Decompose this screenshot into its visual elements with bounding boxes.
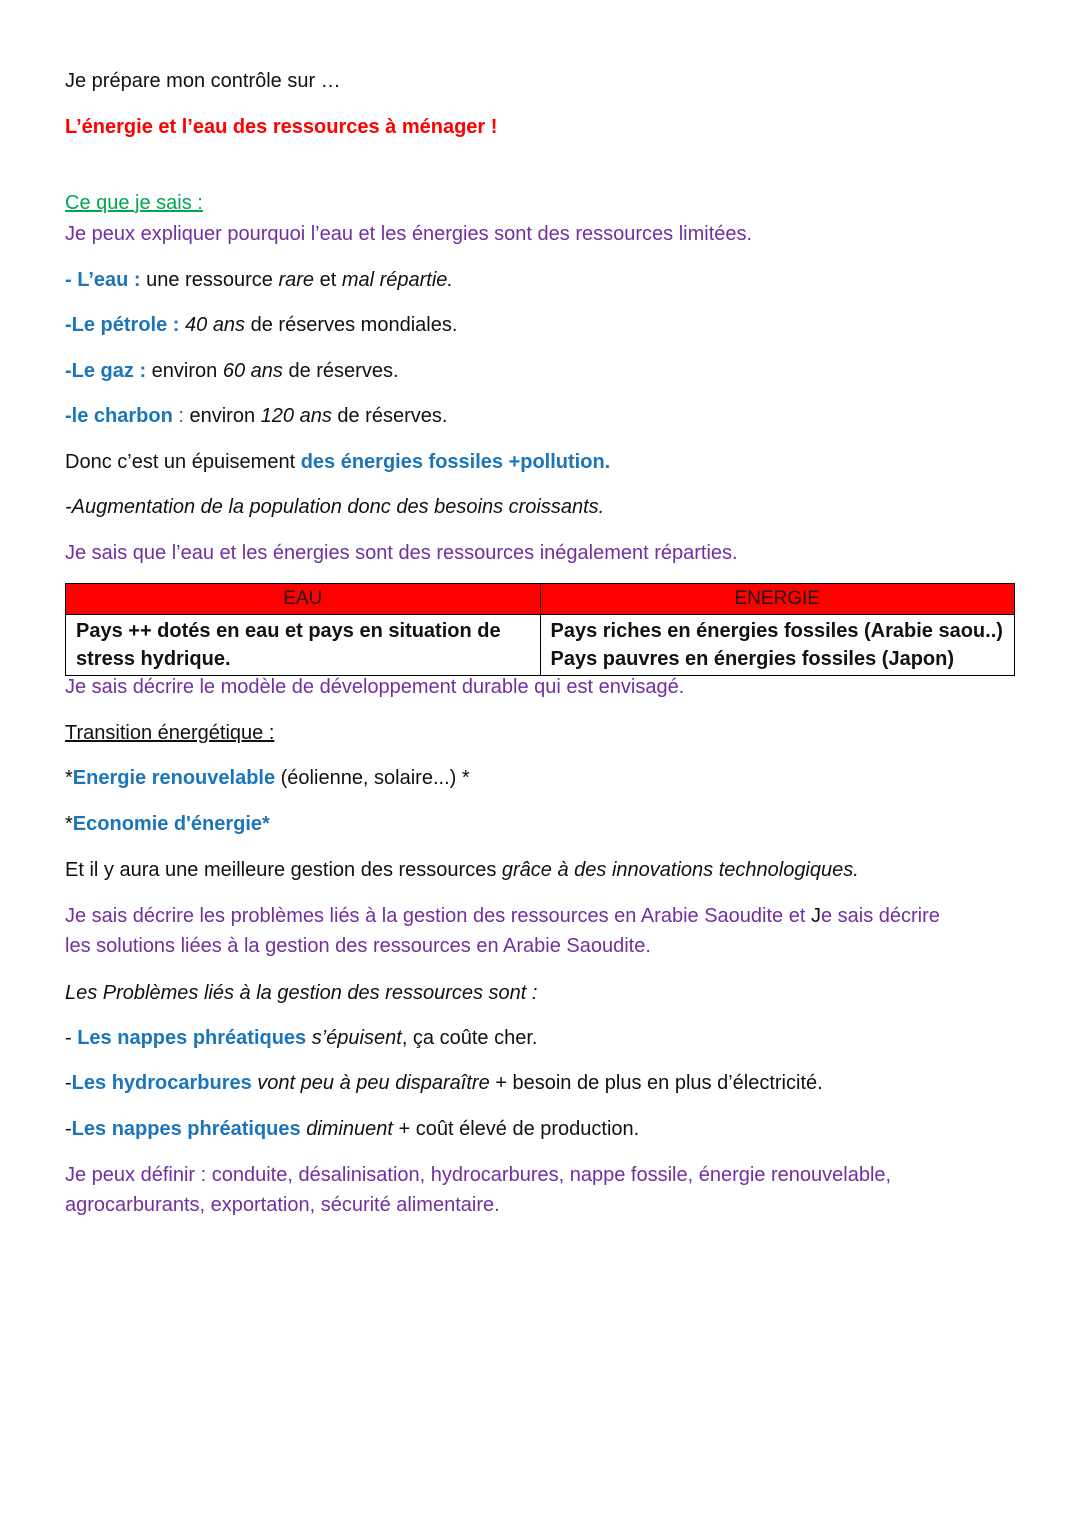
item-economie [65,811,270,837]
problem-3-text: + coût élevé de production. [392,1118,640,1140]
problem-1-text: , ça coûte cher. [401,1027,538,1049]
problem-2-label: Les hydrocarbures [71,1072,252,1094]
problem-dash: - [65,1072,72,1094]
problem-dash: - [65,1027,78,1049]
item-renouvelable-text: (éolienne, solaire...) * [275,767,470,789]
fact-gaz [65,358,399,384]
objective-definitions-line2: agrocarburants, exportation, sécurité alimentaire. [65,1194,500,1216]
gestion-text: Et il y aura une meilleure gestion des ressources [65,859,502,881]
fact-gaz-years: 60 ans [222,360,283,382]
problems-heading-text: Les Problèmes liés à la gestion des ressources sont : [65,982,538,1004]
objective-limited-resources: Je peux expliquer pourquoi l’eau et les énergies sont des ressources limitées. [65,223,753,245]
objective-arabie-j: J [810,905,821,927]
objective-arabie-text-b: e sais décrire [820,905,940,927]
objective-unequal-distribution: Je sais que l’eau et les énergies sont des ressources inégalement réparties. [65,542,738,564]
problem-1-verb: s’épuisent [306,1027,402,1049]
problems-heading [65,980,537,1006]
objective-arabie-line2: les solutions liées à la gestion des ressources en Arabie Saoudite. [65,935,651,957]
problem-2 [65,1070,823,1096]
problem-3-label: Les nappes phréatiques [71,1118,301,1140]
problem-2-verb: vont peu à peu disparaître [251,1072,490,1094]
fact-petrole-years: 40 ans [179,314,246,336]
table-cell-energie-line: Pays riches en énergies fossiles (Arabie saou..) [550,620,1003,642]
problem-2-text: + besoin de plus en plus d’électricité. [489,1072,823,1094]
item-renouvelable [65,765,470,791]
fact-charbon-colon: : [172,405,184,427]
star-mark: * [65,767,73,789]
fact-gaz-text2: de réserves. [282,360,399,382]
fact-petrole-text: de réserves mondiales. [245,314,458,336]
table-cell-eau [66,615,541,676]
conclusion-epuisement [65,449,610,475]
section-heading-know: Ce que je sais : [65,192,203,214]
fact-charbon [65,403,447,429]
population-growth [65,494,604,520]
problem-dash: - [65,1118,72,1140]
objective-sustainable-model: Je sais décrire le modèle de développement durable qui est envisagé. [65,676,685,698]
fact-eau [65,267,453,293]
table-cell-eau-line: Pays ++ dotés en eau et pays en situation de [76,620,501,642]
conclusion-text: Donc c’est un épuisement [65,451,301,473]
table-header-row [66,584,1015,615]
fact-eau-and: et [314,269,342,291]
objective-definitions-line1: Je peux définir : conduite, désalinisation, hydrocarbures, nappe fossile, énergie renouvelable, [65,1164,892,1186]
table-header-eau: EAU [66,584,541,615]
fact-eau-text: une ressource [140,269,279,291]
table-row [66,615,1015,676]
intro-text: Je prépare mon contrôle sur … [65,70,341,92]
conclusion-highlight: des énergies fossiles +pollution. [300,451,611,473]
objective-arabie-line1 [65,903,940,929]
fact-gaz-label: -Le gaz : [65,360,147,382]
objective-arabie-text-a: Je sais décrire les problèmes liés à la gestion des ressources en Arabie Saoudite et [65,905,811,927]
item-renouvelable-label: Energie renouvelable [72,767,276,789]
gestion-innovation [65,857,859,883]
population-growth-text: -Augmentation de la population donc des besoins croissants. [65,496,605,518]
fact-eau-rare: rare [278,269,315,291]
resources-table [65,583,1015,676]
item-economie-label: Economie d'énergie* [72,813,270,835]
problem-3-verb: diminuent [300,1118,393,1140]
transition-heading: Transition énergétique : [65,722,275,744]
fact-petrole-label: -Le pétrole : [65,314,180,336]
problem-1 [65,1025,537,1051]
fact-eau-repartie: mal répartie. [341,269,453,291]
fact-petrole [65,312,457,338]
fact-gaz-text: environ [146,360,223,382]
fact-eau-label: - L’eau : [65,269,141,291]
fact-charbon-text: environ [183,405,261,427]
fact-charbon-label: -le charbon [65,405,173,427]
problem-3 [65,1116,639,1142]
page-title: L’énergie et l’eau des ressources à ménager ! [65,116,498,138]
fact-charbon-text2: de réserves. [331,405,448,427]
table-header-energie: ENERGIE [540,584,1015,615]
star-mark: * [65,813,73,835]
fact-charbon-years: 120 ans [260,405,332,427]
gestion-innovation-text: grâce à des innovations technologiques. [501,859,859,881]
table-cell-energie [540,615,1015,676]
table-cell-eau-line: stress hydrique. [76,648,231,670]
table-cell-energie-line: Pays pauvres en énergies fossiles (Japon) [550,648,955,670]
problem-1-label: Les nappes phréatiques [77,1027,307,1049]
